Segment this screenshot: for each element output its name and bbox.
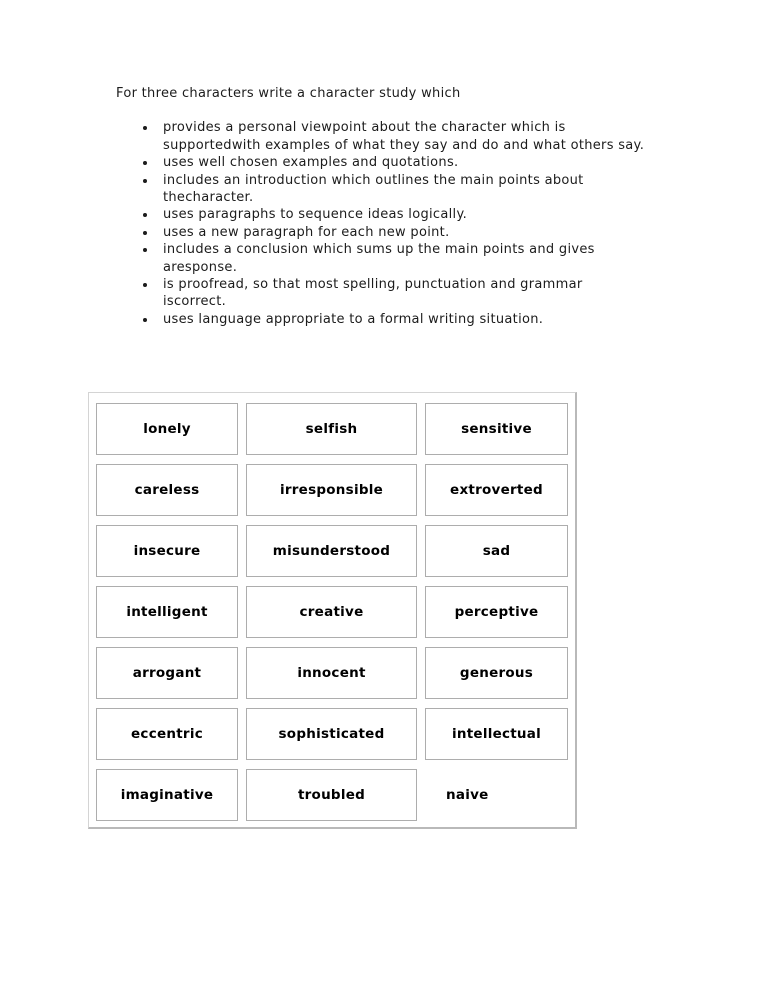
word-cell-naive: naive xyxy=(425,769,568,821)
word-cell-selfish: selfish xyxy=(246,403,417,455)
bullet-item: includes a conclusion which sums up the main points and gives aresponse. xyxy=(163,241,647,276)
word-cell-intellectual: intellectual xyxy=(425,708,568,760)
word-cell-sensitive: sensitive xyxy=(425,403,568,455)
word-cell-imaginative: imaginative xyxy=(96,769,238,821)
word-cell-intelligent: intelligent xyxy=(96,586,238,638)
word-cell-insecure: insecure xyxy=(96,525,238,577)
bullet-item: provides a personal viewpoint about the character which is supportedwith examples of what they say and do and what others say. xyxy=(163,119,647,154)
word-cell-careless: careless xyxy=(96,464,238,516)
word-cell-innocent: innocent xyxy=(246,647,417,699)
bullet-item: uses well chosen examples and quotations. xyxy=(163,154,647,171)
bullet-list xyxy=(116,119,647,328)
bullet-item: uses paragraphs to sequence ideas logically. xyxy=(163,206,647,223)
bullet-item: uses a new paragraph for each new point. xyxy=(163,224,647,241)
word-cell-creative: creative xyxy=(246,586,417,638)
word-cell-lonely: lonely xyxy=(96,403,238,455)
word-cell-arrogant: arrogant xyxy=(96,647,238,699)
bullet-item: is proofread, so that most spelling, punctuation and grammar iscorrect. xyxy=(163,276,647,311)
word-cell-sad: sad xyxy=(425,525,568,577)
word-cell-misunderstood: misunderstood xyxy=(246,525,417,577)
assignment-text-block xyxy=(116,85,647,328)
bullet-item: includes an introduction which outlines the main points about thecharacter. xyxy=(163,172,647,207)
word-cell-troubled: troubled xyxy=(246,769,417,821)
word-cell-eccentric: eccentric xyxy=(96,708,238,760)
bullet-item: uses language appropriate to a formal writing situation. xyxy=(163,311,647,328)
page-title: For three characters write a character study which xyxy=(116,86,461,101)
word-cell-sophisticated: sophisticated xyxy=(246,708,417,760)
word-cell-irresponsible: irresponsible xyxy=(246,464,417,516)
word-cell-perceptive: perceptive xyxy=(425,586,568,638)
word-cell-generous: generous xyxy=(425,647,568,699)
character-trait-word-grid xyxy=(88,392,577,829)
word-cell-extroverted: extroverted xyxy=(425,464,568,516)
